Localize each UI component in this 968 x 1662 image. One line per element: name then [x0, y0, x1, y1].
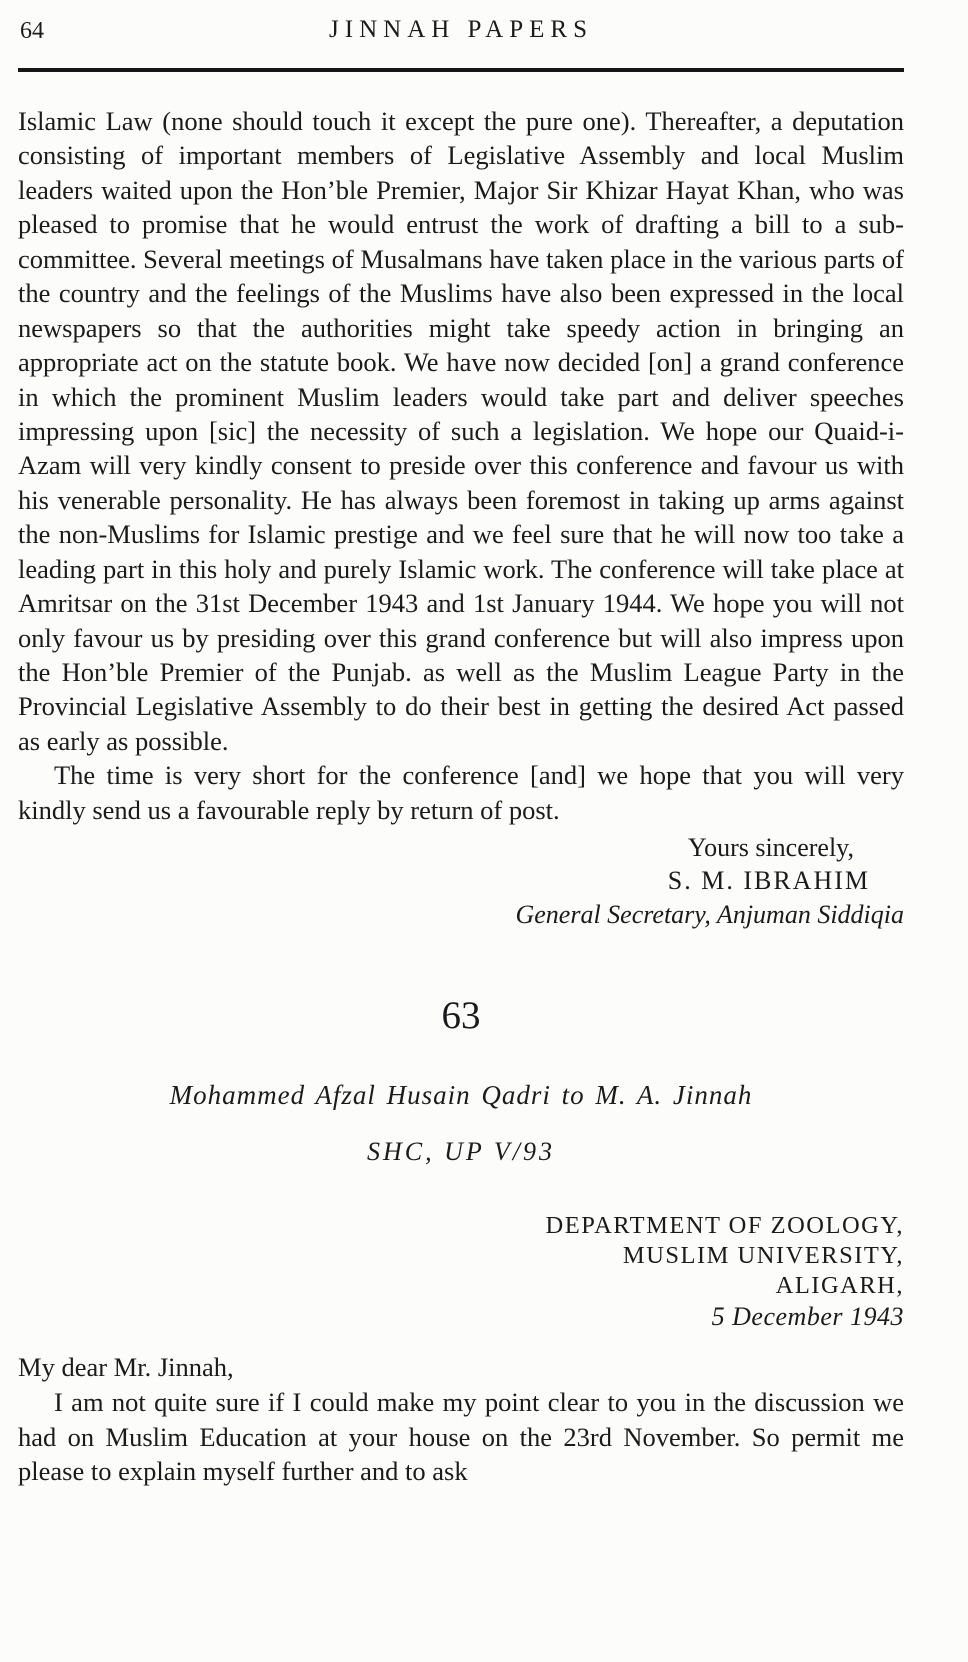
salutation: My dear Mr. Jinnah,: [18, 1352, 234, 1383]
entry-source-reference: SHC, UP V/93: [367, 1136, 555, 1166]
letter-body-paragraph: Islamic Law (none should touch it except the pure one). Thereafter, a deputation consisting of important members of Legislative Assembly and local Muslim leaders waited upon the Hon’ble Premier, Major Sir Khizar Hayat Khan, who was pleased to promise that he would entrust the work of drafting a bill to a sub-committee. Several meetings of Musalmans have taken place in the various parts of the country and the feelings of the Muslims have also been expressed in the local newspapers so that the authorities might take speedy action in bringing an appropriate act on the statute book. We have now decided [on] a grand conference in which the prominent Muslim leaders would take part and deliver speeches impressing upon [sic] the necessity of such a legislation. We hope our Quaid-i-Azam will very kindly consent to preside over this conference and favour us with his venerable personality. He has always been foremost in taking up arms against the non-Muslims for Islamic prestige and we feel sure that he will now too take a leading part in this holy and purely Islamic work. The conference will take place at Amritsar on the 31st December 1943 and 1st January 1944. We hope you will not only favour us by presiding over this grand conference but will also impress upon the Hon’ble Premier of the Punjab. as well as the Muslim League Party in the Provincial Legislative Assembly to do their best in getting the desired Act passed as early as possible.: [18, 106, 904, 756]
signatory-title: General Secretary, Anjuman Siddiqia: [515, 899, 904, 929]
address-line: MUSLIM UNIVERSITY,: [622, 1241, 904, 1269]
valediction: Yours sincerely,: [687, 833, 854, 863]
header-rule: [18, 68, 904, 72]
letter2-body-paragraph: I am not quite sure if I could make my point clear to you in the discussion we had on Muslim Education at your house on the 23rd November. So permit me please to explain myself further and to ask: [18, 1387, 904, 1487]
entry-heading: Mohammed Afzal Husain Qadri to M. A. Jinnah: [169, 1079, 753, 1110]
signature-block: [18, 831, 904, 931]
sender-address-block: [18, 1211, 904, 1332]
page-number: 64: [20, 18, 44, 44]
address-line: ALIGARH,: [775, 1271, 904, 1299]
entry-number: 63: [441, 993, 481, 1037]
page-header: [18, 12, 904, 54]
signatory-name: S. M. IBRAHIM: [667, 866, 870, 896]
letter-closing-paragraph: The time is very short for the conference [and] we hope that you will very kindly send us a favourable reply by return of post.: [18, 760, 904, 825]
address-line: DEPARTMENT OF ZOOLOGY,: [545, 1211, 904, 1239]
letter-date: 5 December 1943: [711, 1301, 904, 1331]
header-title: JINNAH PAPERS: [329, 16, 593, 43]
